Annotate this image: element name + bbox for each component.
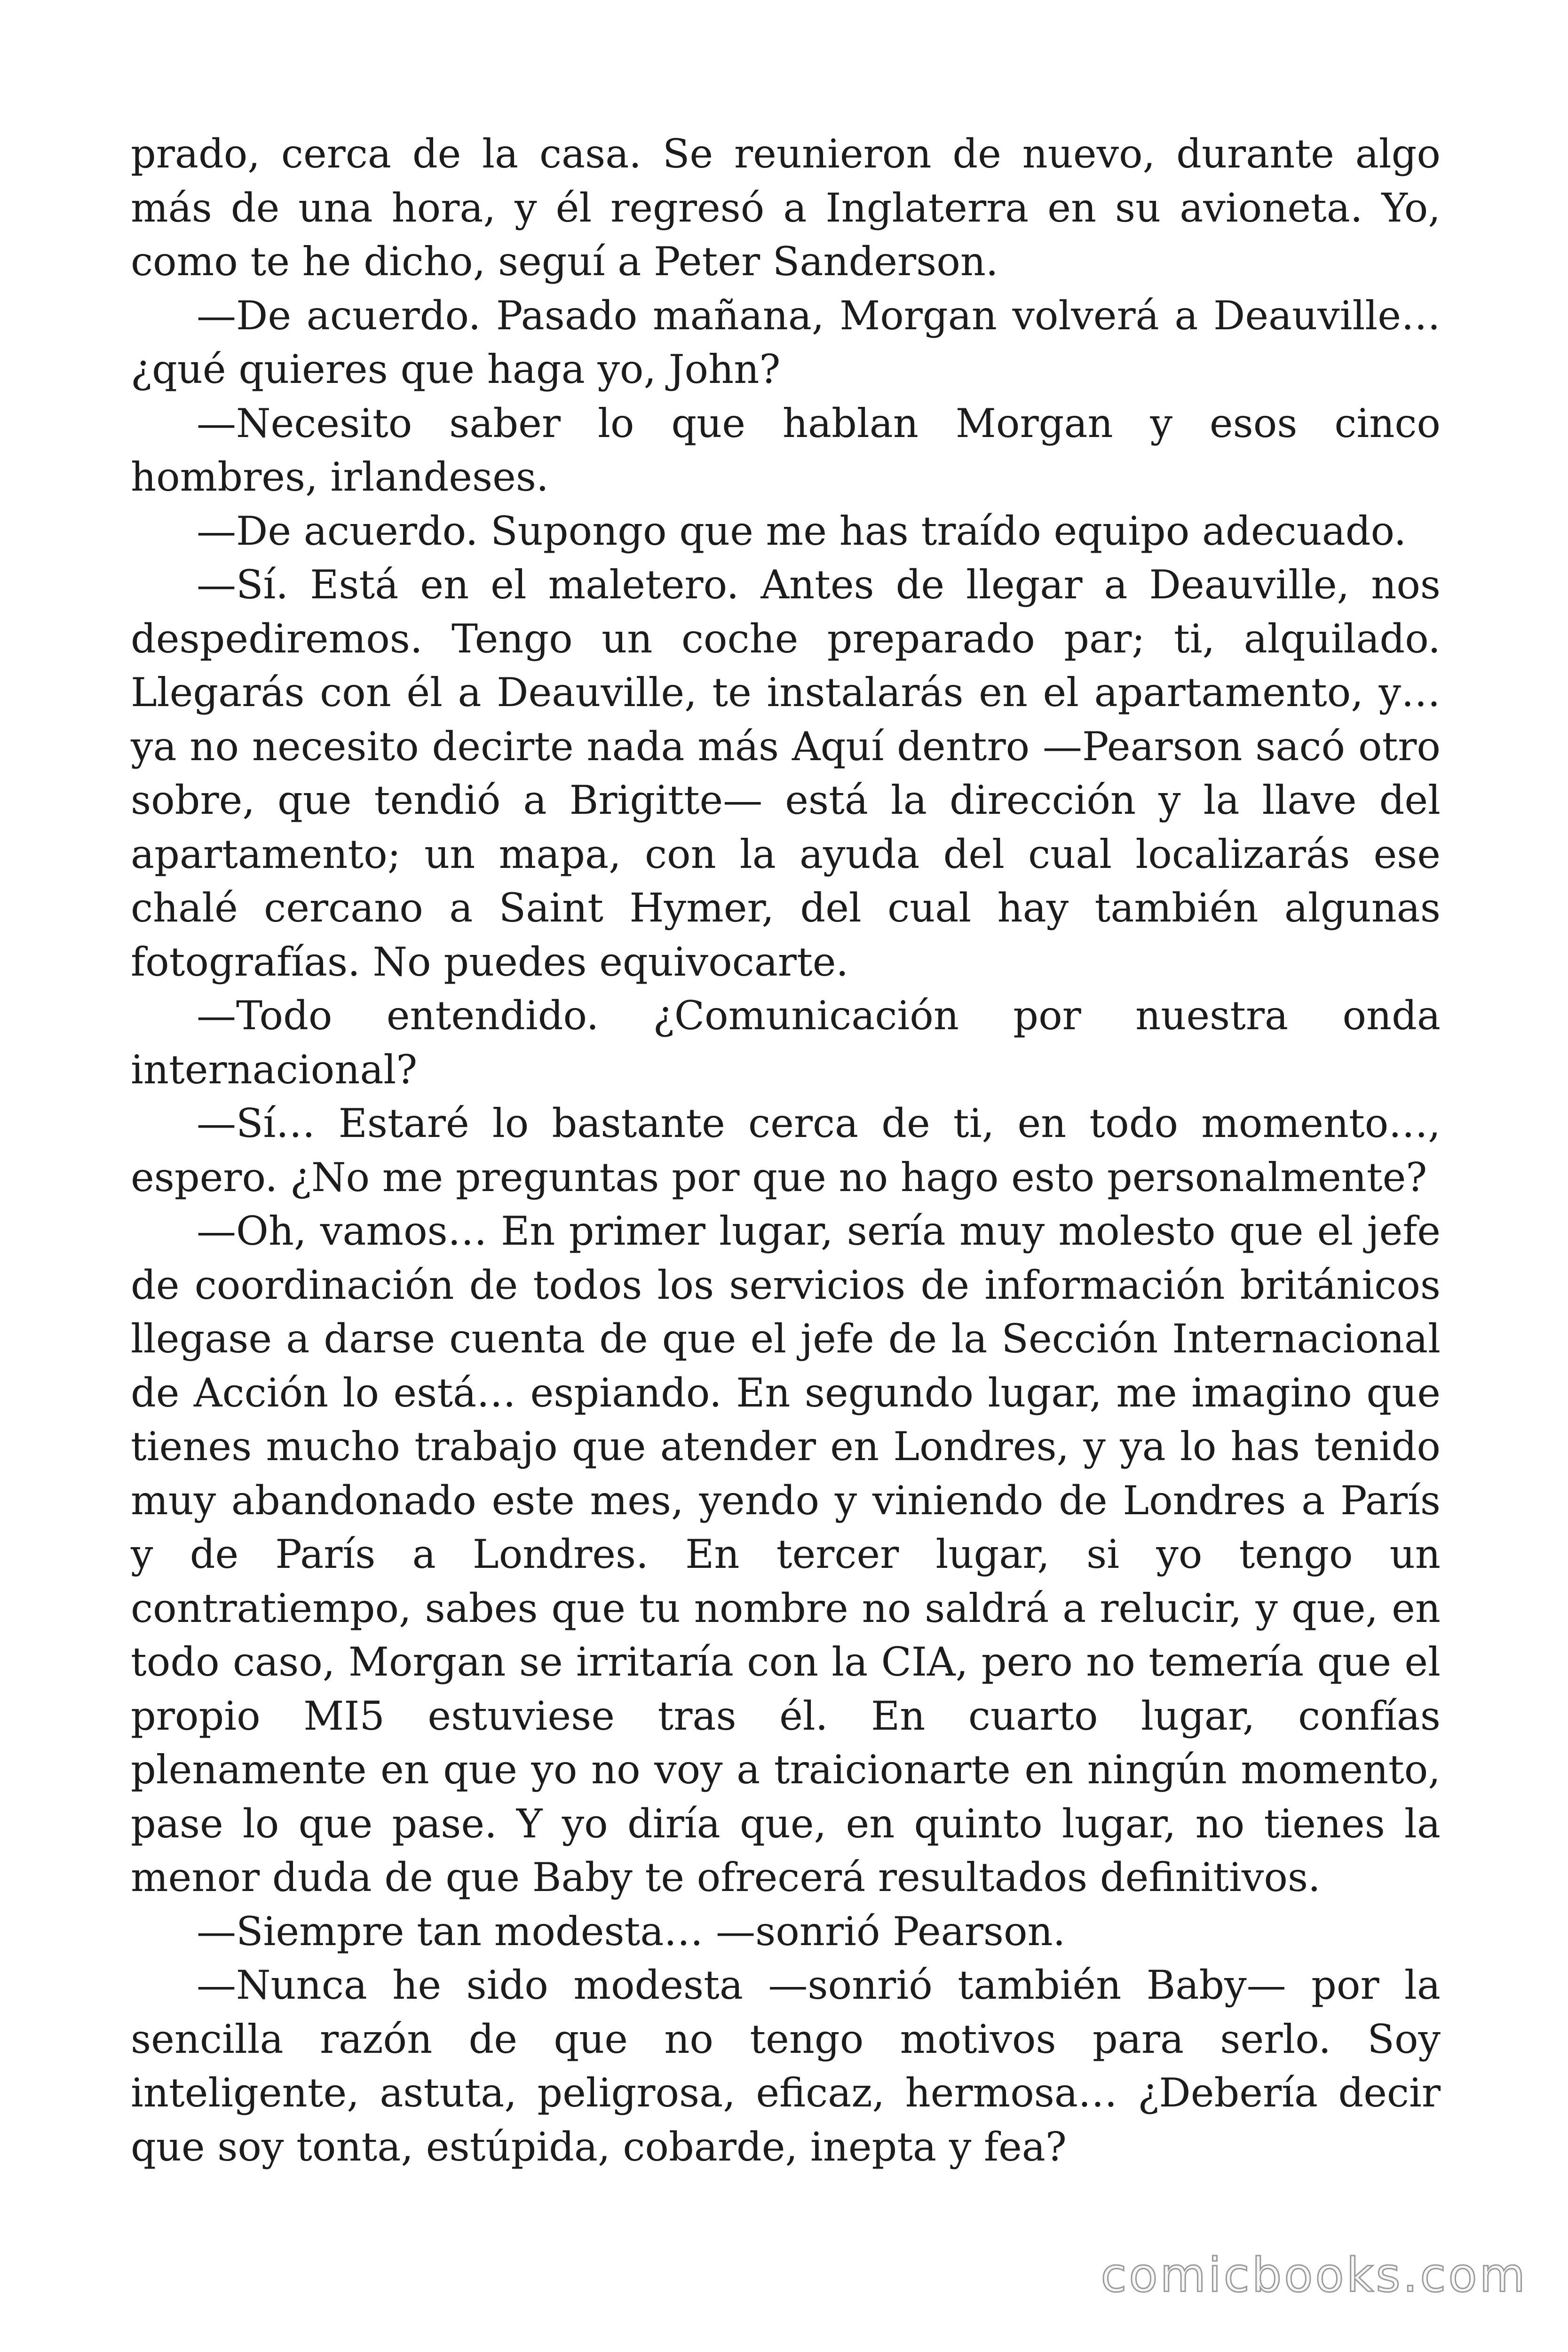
paragraph-10: —Nunca he sido modesta —sonrió también Baby— por la sencilla razón de que no tengo motivos para serlo. Soy inteligente, astuta, peligrosa, eficaz, hermosa… ¿Debería decir que soy tonta, estúpida, cobarde, inepta y fea? [131,1962,1441,2170]
paragraph-1: prado, cerca de la casa. Se reunieron de nuevo, durante algo más de una hora, y él regresó a Inglaterra en su avioneta. Yo, como te he dicho, seguí a Peter Sanderson. [131,131,1441,285]
paragraph-4: —De acuerdo. Supongo que me has traído equipo adecuado. [197,508,1407,554]
watermark-logo: comicbooks.com [1101,2248,1528,2303]
book-page-text [131,127,1441,2174]
paragraph-2: —De acuerdo. Pasado mañana, Morgan volverá a Deauville… ¿qué quieres que haga yo, John? [131,292,1441,392]
paragraph-3: —Necesito saber lo que hablan Morgan y esos cinco hombres, irlandeses. [131,400,1441,500]
paragraph-8: —Oh, vamos… En primer lugar, sería muy molesto que el jefe de coordinación de todos los servicios de información británicos llegase a darse cuenta de que el jefe de la Sección Internacional de Acción lo está… espiando. En segundo lugar, me imagino que tienes mucho trabajo que atender en Londres, y ya lo has tenido muy abandonado este mes, yendo y viniendo de Londres a París y de París a Londres. En tercer lugar, si yo tengo un contratiempo, sabes que tu nombre no saldrá a relucir, y que, en todo caso, Morgan se irritaría con la CIA, pero no temería que el propio MI5 estuviese tras él. En cuarto lugar, confías plenamente en que yo no voy a traicionarte en ningún momento, pase lo que pase. Y yo diría que, en quinto lugar, no tienes la menor duda de que Baby te ofrecerá resultados definitivos. [131,1208,1441,1900]
paragraph-6: —Todo entendido. ¿Comunicación por nuestra onda internacional? [131,993,1441,1093]
paragraph-7: —Sí… Estaré lo bastante cerca de ti, en todo momento…, espero. ¿No me preguntas por que no hago esto personalmente? [131,1100,1441,1200]
paragraph-5: —Sí. Está en el maletero. Antes de llegar a Deauville, nos despediremos. Tengo un coche preparado par; ti, alquilado. Llegarás con él a Deauville, te instalarás en el apartamento, y… ya no necesito decirte nada más Aquí dentro —Pearson sacó otro sobre, que tendió a Brigitte— está la dirección y la llave del apartamento; un mapa, con la ayuda del cual localizarás ese chalé cercano a Saint Hymer, del cual hay también algunas fotografías. No puedes equivocarte. [131,562,1441,985]
paragraph-9: —Siempre tan modesta… —sonrió Pearson. [197,1908,1066,1955]
